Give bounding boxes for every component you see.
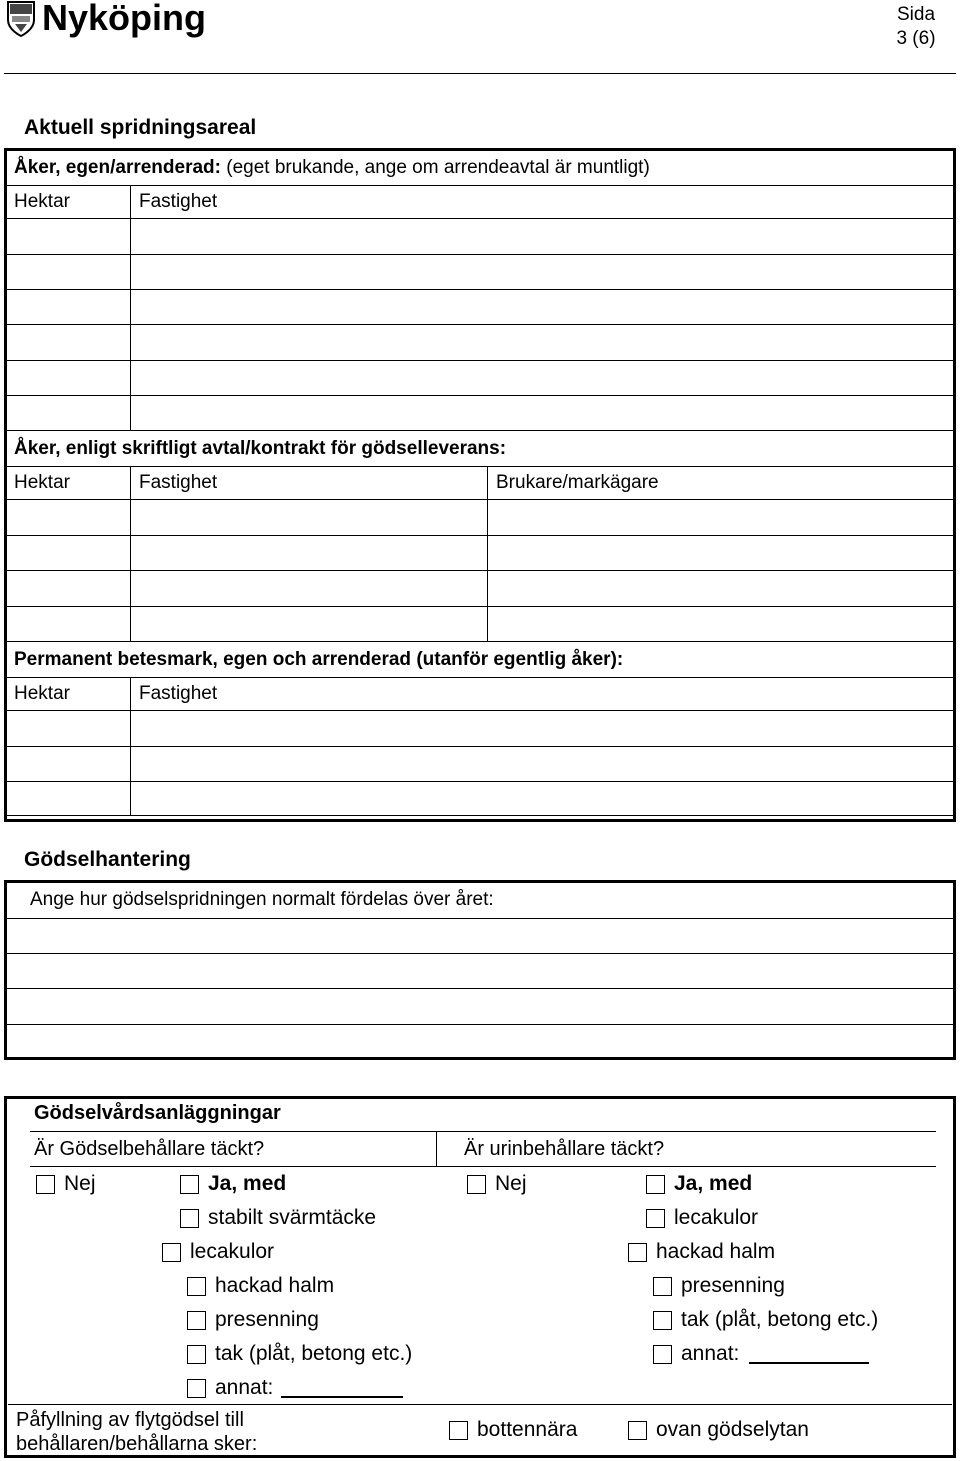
left-nej-label: Nej bbox=[64, 1172, 96, 1195]
brukare-cell[interactable] bbox=[488, 536, 955, 571]
right-ja-checkbox[interactable] bbox=[646, 1175, 665, 1194]
right-halm-label: hackad halm bbox=[656, 1240, 776, 1263]
logo-text: Nyköping bbox=[42, 0, 207, 38]
municipal-crest-icon bbox=[6, 0, 36, 38]
pafyllning-label: Påfyllning av flytgödsel till behållaren/behållarna sker: bbox=[16, 1409, 258, 1455]
right-leca-label: lecakulor bbox=[674, 1206, 759, 1229]
left-stabilt-checkbox[interactable] bbox=[180, 1209, 199, 1228]
ovan-godselytan-checkbox[interactable] bbox=[628, 1421, 647, 1440]
hektar-cell[interactable] bbox=[6, 219, 131, 255]
fastighet-cell[interactable] bbox=[131, 290, 955, 325]
distribution-question: Ange hur gödselspridningen normalt fördelas över året: bbox=[6, 882, 955, 919]
fastighet-cell[interactable] bbox=[131, 607, 488, 642]
left-halm-checkbox[interactable] bbox=[187, 1277, 206, 1296]
hektar-cell[interactable] bbox=[6, 255, 131, 290]
fastighet-cell[interactable] bbox=[131, 571, 488, 607]
right-tak-checkbox[interactable] bbox=[653, 1311, 672, 1330]
hektar-cell[interactable] bbox=[6, 290, 131, 325]
fastighet-cell[interactable] bbox=[131, 536, 488, 571]
col-hektar: Hektar bbox=[6, 678, 131, 711]
left-tak-label: tak (plåt, betong etc.) bbox=[215, 1342, 413, 1365]
left-presenning-checkbox[interactable] bbox=[187, 1311, 206, 1330]
col-hektar: Hektar bbox=[6, 186, 131, 219]
right-tak-label: tak (plåt, betong etc.) bbox=[681, 1308, 879, 1331]
right-presenning-checkbox[interactable] bbox=[653, 1277, 672, 1296]
anlaggningar-divider bbox=[30, 1131, 936, 1132]
hektar-cell[interactable] bbox=[6, 747, 131, 782]
right-nej-label: Nej bbox=[495, 1172, 527, 1195]
col-hektar: Hektar bbox=[6, 467, 131, 500]
fastighet-cell[interactable] bbox=[131, 361, 955, 396]
header-divider bbox=[4, 73, 956, 74]
hektar-cell[interactable] bbox=[6, 361, 131, 396]
page-label: Sida bbox=[896, 4, 936, 25]
left-annat-label: annat: bbox=[215, 1376, 274, 1399]
right-ja-label: Ja, med bbox=[674, 1172, 753, 1195]
right-annat-checkbox[interactable] bbox=[653, 1345, 672, 1364]
godselhantering-table bbox=[5, 881, 955, 1059]
distribution-answer-line[interactable] bbox=[6, 1025, 955, 1059]
hektar-cell[interactable] bbox=[6, 571, 131, 607]
fastighet-cell[interactable] bbox=[131, 325, 955, 361]
fastighet-cell[interactable] bbox=[131, 219, 955, 255]
questions-split bbox=[436, 1131, 437, 1166]
brukare-cell[interactable] bbox=[488, 500, 955, 536]
pafyllning-divider bbox=[8, 1404, 952, 1405]
section-title-spridningsareal: Aktuell spridningsareal bbox=[24, 116, 257, 139]
brukare-cell[interactable] bbox=[488, 571, 955, 607]
ovan-godselytan-label: ovan gödselytan bbox=[656, 1418, 809, 1441]
hektar-cell[interactable] bbox=[6, 396, 131, 431]
hektar-cell[interactable] bbox=[6, 782, 131, 816]
distribution-answer-line[interactable] bbox=[6, 919, 955, 954]
section-title-godselhantering: Gödselhantering bbox=[24, 848, 191, 871]
hektar-cell[interactable] bbox=[6, 325, 131, 361]
distribution-answer-line[interactable] bbox=[6, 989, 955, 1025]
bottennara-checkbox[interactable] bbox=[449, 1421, 468, 1440]
brukare-cell[interactable] bbox=[488, 607, 955, 642]
right-annat-input-line[interactable] bbox=[749, 1362, 869, 1364]
bottennara-label: bottennära bbox=[477, 1418, 578, 1441]
own-field-table bbox=[5, 149, 955, 816]
section-title-anlaggningar: Gödselvårdsanläggningar bbox=[34, 1102, 281, 1124]
col-fastighet: Fastighet bbox=[131, 186, 955, 219]
left-presenning-label: presenning bbox=[215, 1308, 319, 1331]
right-halm-checkbox[interactable] bbox=[628, 1243, 647, 1262]
urinbehallare-question: Är urinbehållare täckt? bbox=[464, 1138, 665, 1160]
right-presenning-label: presenning bbox=[681, 1274, 785, 1297]
right-leca-checkbox[interactable] bbox=[646, 1209, 665, 1228]
left-halm-label: hackad halm bbox=[215, 1274, 335, 1297]
col-brukare: Brukare/markägare bbox=[488, 467, 955, 500]
hektar-cell[interactable] bbox=[6, 536, 131, 571]
godselbehallare-question: Är Gödselbehållare täckt? bbox=[34, 1138, 265, 1160]
hektar-cell[interactable] bbox=[6, 500, 131, 536]
own-field-heading: Åker, egen/arrenderad: (eget brukande, ange om arrendeavtal är muntligt) bbox=[6, 150, 955, 186]
contract-field-heading: Åker, enligt skriftligt avtal/kontrakt för gödselleverans: bbox=[6, 431, 955, 467]
page-indicator bbox=[880, 3, 952, 51]
fastighet-cell[interactable] bbox=[131, 500, 488, 536]
col-fastighet: Fastighet bbox=[131, 467, 488, 500]
distribution-answer-line[interactable] bbox=[6, 954, 955, 989]
fastighet-cell[interactable] bbox=[131, 255, 955, 290]
fastighet-cell[interactable] bbox=[131, 782, 955, 816]
left-annat-input-line[interactable] bbox=[281, 1396, 403, 1398]
hektar-cell[interactable] bbox=[6, 607, 131, 642]
left-ja-checkbox[interactable] bbox=[180, 1175, 199, 1194]
pasture-heading: Permanent betesmark, egen och arrenderad (utanför egentlig åker): bbox=[6, 642, 955, 678]
left-stabilt-label: stabilt svärmtäcke bbox=[208, 1206, 377, 1229]
left-tak-checkbox[interactable] bbox=[187, 1345, 206, 1364]
left-leca-checkbox[interactable] bbox=[162, 1243, 181, 1262]
fastighet-cell[interactable] bbox=[131, 711, 955, 747]
right-nej-checkbox[interactable] bbox=[467, 1175, 486, 1194]
left-nej-checkbox[interactable] bbox=[36, 1175, 55, 1194]
questions-divider bbox=[30, 1166, 936, 1167]
left-ja-label: Ja, med bbox=[208, 1172, 287, 1195]
fastighet-cell[interactable] bbox=[131, 747, 955, 782]
left-leca-label: lecakulor bbox=[190, 1240, 275, 1263]
left-annat-checkbox[interactable] bbox=[187, 1379, 206, 1398]
col-fastighet: Fastighet bbox=[131, 678, 955, 711]
right-annat-label: annat: bbox=[681, 1342, 740, 1365]
fastighet-cell[interactable] bbox=[131, 396, 955, 431]
hektar-cell[interactable] bbox=[6, 711, 131, 747]
page-number: 3 (6) bbox=[896, 28, 936, 49]
